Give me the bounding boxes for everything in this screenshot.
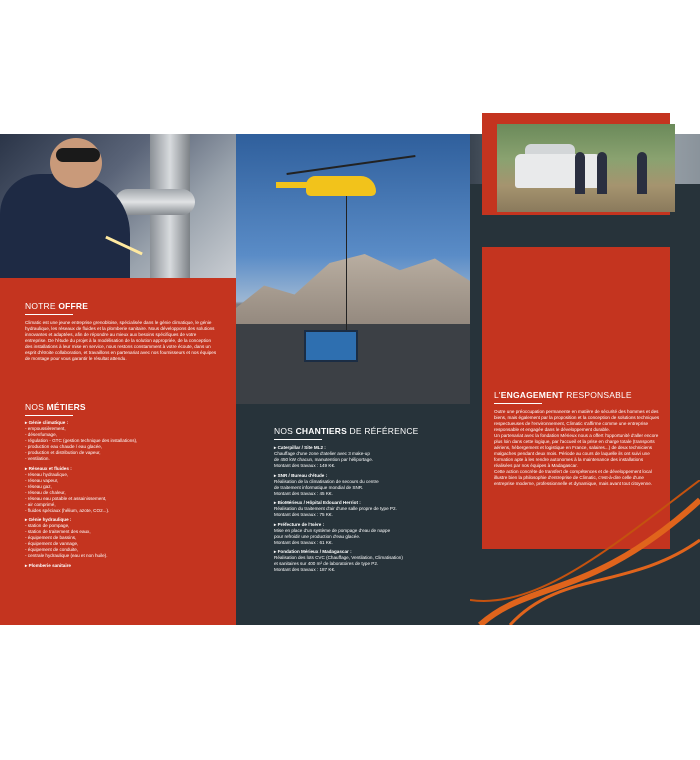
metier-item: - centrale hydraulique (eau et non huile). <box>25 553 108 558</box>
pipe <box>115 189 195 215</box>
worker <box>0 174 130 278</box>
metier-item: - fluides spéciaux (hélium, azote, CO2...). <box>25 507 110 513</box>
orange-swirl-decoration <box>470 480 700 625</box>
chantier-item <box>274 500 464 518</box>
engagement-paragraph: Outre une préoccupation permanente en matière de sécurité des hommes et des biens, mais également par la proposition et la conception de solutions techniques respectueuses de l'environnement, Climatic s'affirme comme une entreprise responsable et engagée dans le développement durable. <box>494 409 660 432</box>
chantier-line: Réalisation des lots CVC (Chauffage, Ventilation, Climatisation) <box>274 555 403 560</box>
chantier-line: Montant des travaux : 45 K€. <box>274 490 333 496</box>
metier-item: - ventilation. <box>25 456 50 461</box>
chantier-line: Réalisation de la climatisation de secours du centre <box>274 478 379 484</box>
heading-rule <box>25 415 73 416</box>
cargo-container <box>304 330 358 362</box>
metier-item: - équipement de vannage, <box>25 541 79 546</box>
chantier-item <box>274 473 464 497</box>
chantier-line: Mise en place d'un système de pompage d'eau de nappe <box>274 527 391 533</box>
heading-normal: DE RÉFÉRENCE <box>346 426 419 436</box>
offre-body: Climatic est une jeune entreprise grenobloise, spécialisée dans le génie climatique, le génie hydraulique, les réseaux de fluides et la plomberie sanitaire. Nous développons des solutions innovantes et adaptées, afin de répondre au mieux aux besoins spécifiques de votre entreprise. De l'étude du projet à la modélisation de la solution appropriée, de la conception des installations à leur mise en service, nous restons constamment à votre écoute, dans un esprit d'étroite collaboration, et travaillons en partenariat avec nos fournisseurs et nos équipes de montage pour vous garantir le résultat attendu. <box>25 320 217 361</box>
metier-group-title: ▸ Réseaux et fluides : <box>25 465 72 471</box>
heading-rule <box>274 439 322 440</box>
worker-head <box>50 138 102 188</box>
middle-panel <box>236 134 470 625</box>
metier-item: - réseau eau potable et assainissement, <box>25 495 107 501</box>
truck-photo <box>497 124 675 212</box>
heading-normal: NOS <box>25 402 47 412</box>
heading-rule <box>25 314 73 315</box>
metier-group <box>25 517 225 559</box>
metier-item: - air comprimé, <box>25 501 56 507</box>
heading-normal: NOTRE <box>25 301 59 311</box>
chantier-line: Montant des travaux : 61 K€. <box>274 539 333 545</box>
engagement-body <box>494 409 662 487</box>
chantier-item <box>274 522 464 546</box>
engagement-heading <box>494 390 632 404</box>
person <box>597 152 607 194</box>
metier-group-title: ▸ Génie climatique : <box>25 420 69 425</box>
metier-group <box>25 466 225 514</box>
helicopter <box>306 176 376 196</box>
metier-item: - station de traitement des eaux, <box>25 529 91 534</box>
chantier-line: de 450 kW chacun, manutention par héliportage. <box>274 457 374 462</box>
chantier-line: Montant des travaux : 149 K€. <box>274 463 336 468</box>
heading-rule <box>494 403 542 404</box>
metier-item: - empoussièrement, <box>25 426 66 431</box>
metier-item: - production eau chaude / eau glacée, <box>25 444 103 449</box>
rotor <box>286 155 415 175</box>
chantier-item <box>274 549 464 573</box>
metier-item: - réseau gaz, <box>25 483 52 489</box>
metier-group <box>25 420 225 462</box>
metier-item: - désenfumage, <box>25 432 57 437</box>
offre-heading <box>25 301 88 315</box>
metier-item: - station de pompage, <box>25 523 70 528</box>
pickup-truck <box>515 154 605 188</box>
heading-bold: MÉTIERS <box>46 402 86 412</box>
chantier-name: ▸ SNR / Bureau d'étude : <box>274 472 328 478</box>
chantier-name: ▸ Caterpillar / Site ML2 : <box>274 445 326 450</box>
chantier-name: ▸ Préfecture de l'Isère : <box>274 521 325 527</box>
heading-normal: RESPONSABLE <box>563 390 632 400</box>
metier-item: - production et distribution de vapeur, <box>25 450 101 455</box>
metier-item: - équipement de bassins, <box>25 535 77 540</box>
chantier-line: Réalisation du traitement d'air d'une salle propre de type P2. <box>274 506 397 511</box>
chantier-item <box>274 445 464 469</box>
left-panel <box>0 134 236 625</box>
metier-item: - régulation - GTC (gestion technique des installations), <box>25 438 138 443</box>
chantier-line: pour refroidir une production d'eau glacée. <box>274 533 361 539</box>
sling-cable <box>346 196 347 330</box>
chantier-line: et sanitaires sur 400 m² de laboratoires de type P2. <box>274 561 379 566</box>
metier-group-title: ▸ Génie hydraulique : <box>25 517 72 522</box>
metier-item: - réseau vapeur, <box>25 477 59 483</box>
goggles <box>56 148 100 162</box>
helicopter-photo <box>236 134 470 404</box>
metier-group <box>25 563 225 569</box>
chantier-line: Montant des travaux : 187 K€. <box>274 567 336 572</box>
chantier-line: Chauffage d'une zone d'atelier avec 3 make-up <box>274 451 370 456</box>
metier-group-title: ▸ Plomberie sanitaire <box>25 562 71 568</box>
heading-normal: NOS <box>274 426 296 436</box>
chantier-name: ▸ BioMérieux / Hôpital Edouard Herriot : <box>274 500 361 505</box>
person <box>575 152 585 194</box>
metiers-heading <box>25 402 86 416</box>
welder-photo <box>0 134 236 278</box>
heading-bold: CHANTIERS <box>295 426 347 436</box>
heading-normal: L' <box>494 390 501 400</box>
metier-item: - réseau hydraulique, <box>25 471 69 477</box>
engagement-paragraph: Cette action concrète de transfert de compétences et de développement local illustre bien la philosophie d'entreprise de Climatic, c'est-à-dire celle d'une entreprise moderne, professionnelle et dynamique, mais avant tout citoyenne. <box>494 469 653 486</box>
metier-item: - équipement de conduite, <box>25 547 79 552</box>
heading-bold: ENGAGEMENT <box>500 390 564 400</box>
engagement-paragraph: Un partenariat avec la fondation Mérieux nous a offert l'opportunité d'aller encore plus loin dans cette logique, par l'accueil et la prise en charge totale (transports aériens, hébergement et logistique en France, salaires...) de deux techniciens malgaches pendant deux mois. Période au cours de laquelle ils ont suivi une formation apte à les rendre autonomes à la maintenance des installations réalisées par nos équipes à Madagascar. <box>494 433 659 468</box>
chantier-line: de traitement informatique mondial de SNR. <box>274 484 364 490</box>
heading-bold: OFFRE <box>58 301 89 311</box>
chantier-line: Montant des travaux : 75 K€. <box>274 512 333 517</box>
metier-item: - réseau de chaleur, <box>25 489 66 495</box>
chantiers-list <box>274 445 464 577</box>
person <box>637 152 647 194</box>
chantier-name: ▸ Fondation Mérieux / Madagascar : <box>274 549 352 554</box>
metiers-list <box>25 420 225 572</box>
chantiers-heading <box>274 426 419 440</box>
